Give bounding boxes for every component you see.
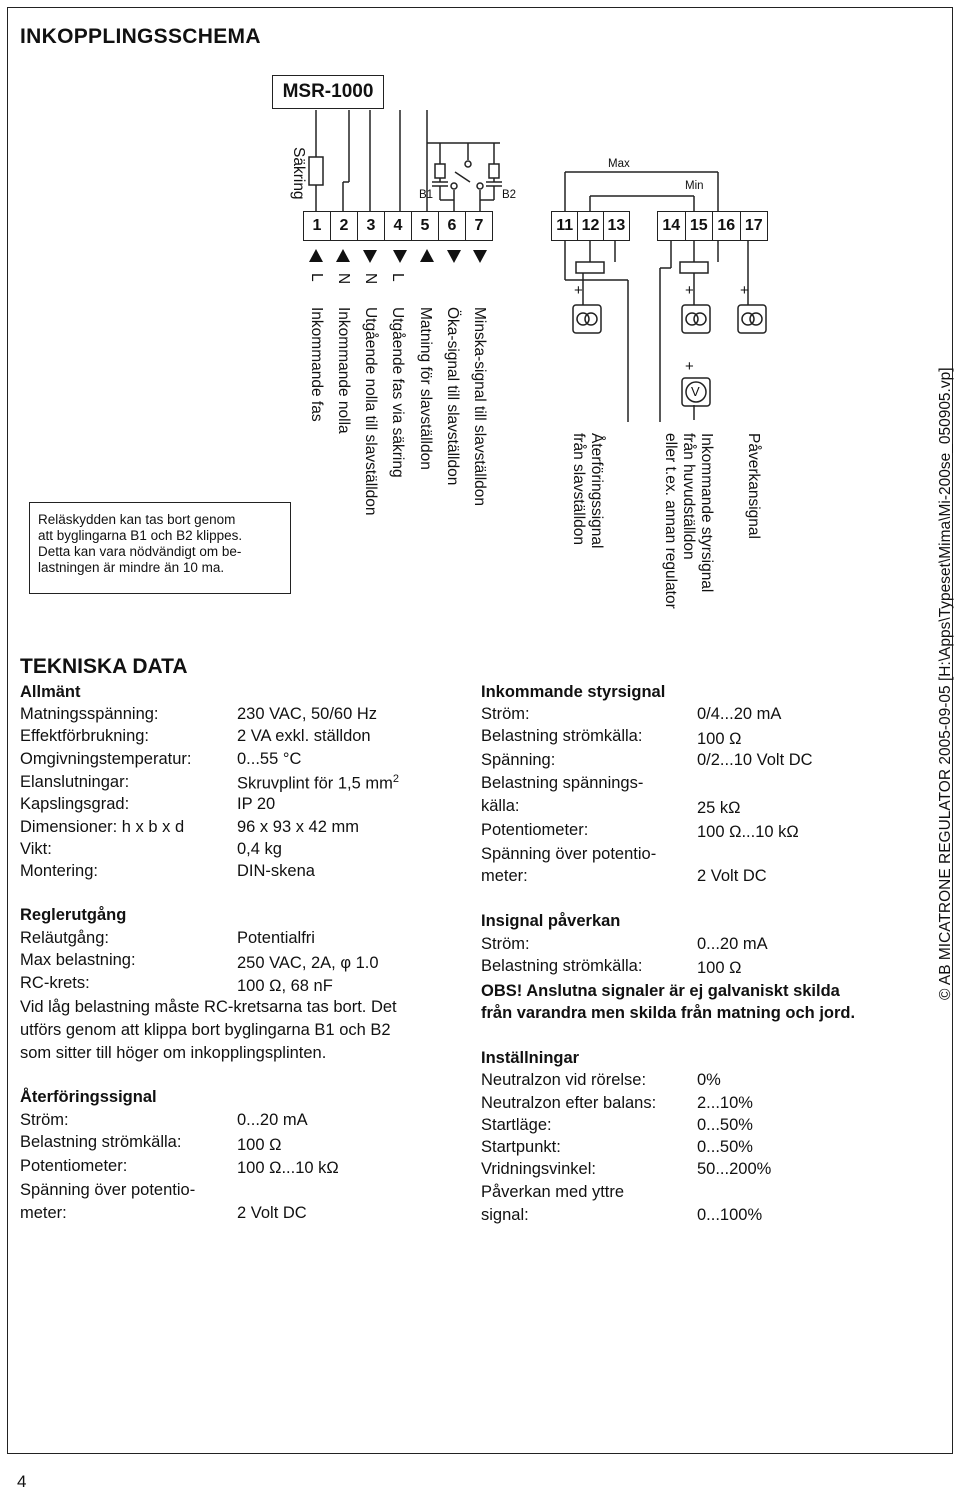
spec-label: Neutralzon vid rörelse: xyxy=(481,1071,647,1089)
plus-sign-input: + xyxy=(685,282,694,299)
terminal-5: 5 xyxy=(412,212,439,240)
spec-label: meter: xyxy=(20,1204,67,1222)
spec-label: Omgivningstemperatur: xyxy=(20,750,192,768)
paragraph-line: utförs genom att klippa bort byglingarna B1 och B2 xyxy=(20,1021,391,1039)
phase-label-1: L xyxy=(308,273,325,282)
spec-label: RC-krets: xyxy=(20,974,90,992)
general-heading: Allmänt xyxy=(20,683,81,701)
spec-value: 250 VAC, 2A, φ 1.0 xyxy=(237,954,379,972)
bridge-b1-label: B1 xyxy=(419,189,434,201)
note-line: Detta kan vara nödvändigt om be- xyxy=(38,544,242,559)
relay-note xyxy=(29,502,291,594)
spec-value: 100 Ω, 68 nF xyxy=(237,977,333,995)
spec-label: Reläutgång: xyxy=(20,929,109,947)
paragraph-line: Vid låg belastning måste RC-kretsarna tas bort. Det xyxy=(20,998,397,1016)
terminal-15: 15 xyxy=(686,212,714,240)
terminal-17: 17 xyxy=(744,217,763,234)
spec-label: Ström: xyxy=(481,705,530,723)
spec-label: signal: xyxy=(481,1206,529,1224)
spec-label: Potentiometer: xyxy=(481,821,589,839)
influence-desc: Påverkansignal xyxy=(745,433,762,539)
desc-terminal-5: Matning för slavställdon xyxy=(417,307,434,470)
terminal-4: 4 xyxy=(385,212,412,240)
spec-label: Startpunkt: xyxy=(481,1138,561,1156)
spec-value-wire xyxy=(237,773,399,794)
spec-value: 2 VA exkl. ställdon xyxy=(237,727,371,745)
spec-label: källa: xyxy=(481,797,520,815)
control-output-heading: Reglerutgång xyxy=(20,906,127,924)
min-label: Min xyxy=(685,180,704,192)
spec-label: Max belastning: xyxy=(20,951,136,969)
feedback-heading: Återföringssignal xyxy=(20,1088,157,1106)
spec-label: Spänning över potentio- xyxy=(20,1181,196,1199)
terminal-block-signal xyxy=(657,211,768,241)
spec-label: Belastning strömkälla: xyxy=(20,1133,182,1151)
terminal-3: 3 xyxy=(358,212,385,240)
spec-value: 100 Ω xyxy=(697,730,742,748)
desc-terminal-4: Utgående fas via säkring xyxy=(389,307,406,478)
note-line: lastningen är mindre än 10 ma. xyxy=(38,560,225,575)
spec-label: Matningsspänning: xyxy=(20,705,159,723)
terminal-12: 12 xyxy=(578,212,603,240)
spec-value: 2 Volt DC xyxy=(237,1204,307,1222)
spec-superscript: 2 xyxy=(392,773,400,785)
page-number: 4 xyxy=(17,1472,27,1491)
spec-label: Vridningsvinkel: xyxy=(481,1160,596,1178)
spec-value: 2...10% xyxy=(697,1094,753,1112)
paragraph-line: som sitter till höger om inkopplingsplinten. xyxy=(20,1044,327,1062)
plus-sign-influence: + xyxy=(740,282,749,299)
spec-label: Ström: xyxy=(20,1111,69,1129)
phase-label-4: L xyxy=(389,273,406,282)
desc-terminal-6: Öka-signal till slavställdon xyxy=(444,307,461,486)
terminal-6: 6 xyxy=(439,212,466,240)
spec-label: Effektförbrukning: xyxy=(20,727,150,745)
terminal-16: 16 xyxy=(713,212,741,240)
terminal-1: 1 xyxy=(304,212,331,240)
input-signal-heading: Inkommande styrsignal xyxy=(481,683,666,701)
spec-value: 0/4...20 mA xyxy=(697,705,782,723)
settings-heading: Inställningar xyxy=(481,1049,580,1067)
spec-label: Påverkan med yttre xyxy=(481,1183,625,1201)
note-line: att byglingarna B1 och B2 klippes. xyxy=(38,528,243,543)
bridge-b2-label: B2 xyxy=(502,189,517,201)
terminal-13: 13 xyxy=(607,217,626,234)
spec-label: Spänning: xyxy=(481,751,556,769)
spec-value: IP 20 xyxy=(237,795,276,813)
spec-value: 50...200% xyxy=(697,1160,772,1178)
terminal-14: 14 xyxy=(658,212,686,240)
spec-value: 100 Ω...10 kΩ xyxy=(237,1159,339,1177)
spec-label: Startläge: xyxy=(481,1116,552,1134)
input-desc-line-1: Inkommande styrsignal xyxy=(698,433,715,593)
spec-label: Montering: xyxy=(20,862,98,880)
desc-terminal-1: Inkommande fas xyxy=(308,307,325,422)
desc-terminal-7: Minska-signal till slavställdon xyxy=(471,307,488,506)
spec-label: Belastning strömkälla: xyxy=(481,957,643,975)
terminal-11: 11 xyxy=(552,212,578,240)
obs-line-1: OBS! Anslutna signaler är ej galvaniskt skilda xyxy=(481,982,840,1000)
note-line: Reläskydden kan tas bort genom xyxy=(38,512,236,527)
fuse-label: Säkring xyxy=(290,147,307,200)
spec-value: 0...20 mA xyxy=(237,1111,308,1129)
spec-value: 0/2...10 Volt DC xyxy=(697,751,813,769)
spec-value: 0...50% xyxy=(697,1116,753,1134)
spec-label: Kapslingsgrad: xyxy=(20,795,130,813)
tech-data-title: TEKNISKA DATA xyxy=(20,655,188,678)
spec-value: 0,4 kg xyxy=(237,840,282,858)
phase-label-2: N xyxy=(335,273,352,285)
spec-value: 0...100% xyxy=(697,1206,763,1224)
spec-value: 0...50% xyxy=(697,1138,753,1156)
spec-value: Skruvplint för 1,5 mm xyxy=(237,774,393,793)
spec-label: Neutralzon efter balans: xyxy=(481,1094,657,1112)
spec-value: 0% xyxy=(697,1071,721,1089)
desc-terminal-2: Inkommande nolla xyxy=(335,307,352,434)
spec-value: 100 Ω xyxy=(237,1136,282,1154)
desc-terminal-3: Utgående nolla till slavställdon xyxy=(362,307,379,516)
spec-value: 100 Ω...10 kΩ xyxy=(697,823,799,841)
voltmeter-icon: V xyxy=(691,384,700,399)
spec-value: 100 Ω xyxy=(697,959,742,977)
page-title: INKOPPLINGSSCHEMA xyxy=(20,25,261,48)
spec-label: Spänning över potentio- xyxy=(481,845,657,863)
terminal-block-feedback xyxy=(551,211,630,241)
max-label: Max xyxy=(608,158,630,170)
spec-value: 96 x 93 x 42 mm xyxy=(237,818,359,836)
plus-sign-voltage: + xyxy=(685,358,694,375)
model-box: MSR-1000 xyxy=(272,75,384,109)
spec-value: Potentialfri xyxy=(237,929,315,947)
influence-heading: Insignal påverkan xyxy=(481,912,621,930)
spec-value: 0...20 mA xyxy=(697,935,768,953)
feedback-desc-line-1: Återföringssignal xyxy=(588,433,605,549)
plus-sign-feedback: + xyxy=(574,282,583,299)
input-desc-line-3: eller t.ex. annan regulator xyxy=(662,433,679,609)
spec-value: 25 kΩ xyxy=(697,799,741,817)
input-desc-line-2: från huvudställdon xyxy=(680,433,697,560)
terminal-block-power xyxy=(303,211,493,241)
phase-label-3: N xyxy=(362,273,379,285)
spec-label: Belastning spännings- xyxy=(481,774,644,792)
terminal-2: 2 xyxy=(331,212,358,240)
spec-label: Vikt: xyxy=(20,840,52,858)
spec-label: Potentiometer: xyxy=(20,1157,128,1175)
spec-label: Dimensioner: h x b x d xyxy=(20,818,185,836)
obs-line-2: från varandra men skilda från matning och jord. xyxy=(481,1004,856,1022)
terminal-7: 7 xyxy=(474,217,484,234)
spec-label: Belastning strömkälla: xyxy=(481,727,643,745)
feedback-desc-line-2: från slavställdon xyxy=(570,433,587,546)
spec-value: 230 VAC, 50/60 Hz xyxy=(237,705,378,723)
spec-label: Elanslutningar: xyxy=(20,773,130,791)
spec-label: meter: xyxy=(481,867,528,885)
spec-value: 0...55 °C xyxy=(237,750,302,768)
spec-value: DIN-skena xyxy=(237,862,315,880)
spec-value: 2 Volt DC xyxy=(697,867,767,885)
copyright-note: © AB MICATRONE REGULATOR 2005-09-05 [H:\Apps\Typeset\Mima\Mi-200se_050905.vp] xyxy=(937,367,954,1000)
spec-label: Ström: xyxy=(481,935,530,953)
